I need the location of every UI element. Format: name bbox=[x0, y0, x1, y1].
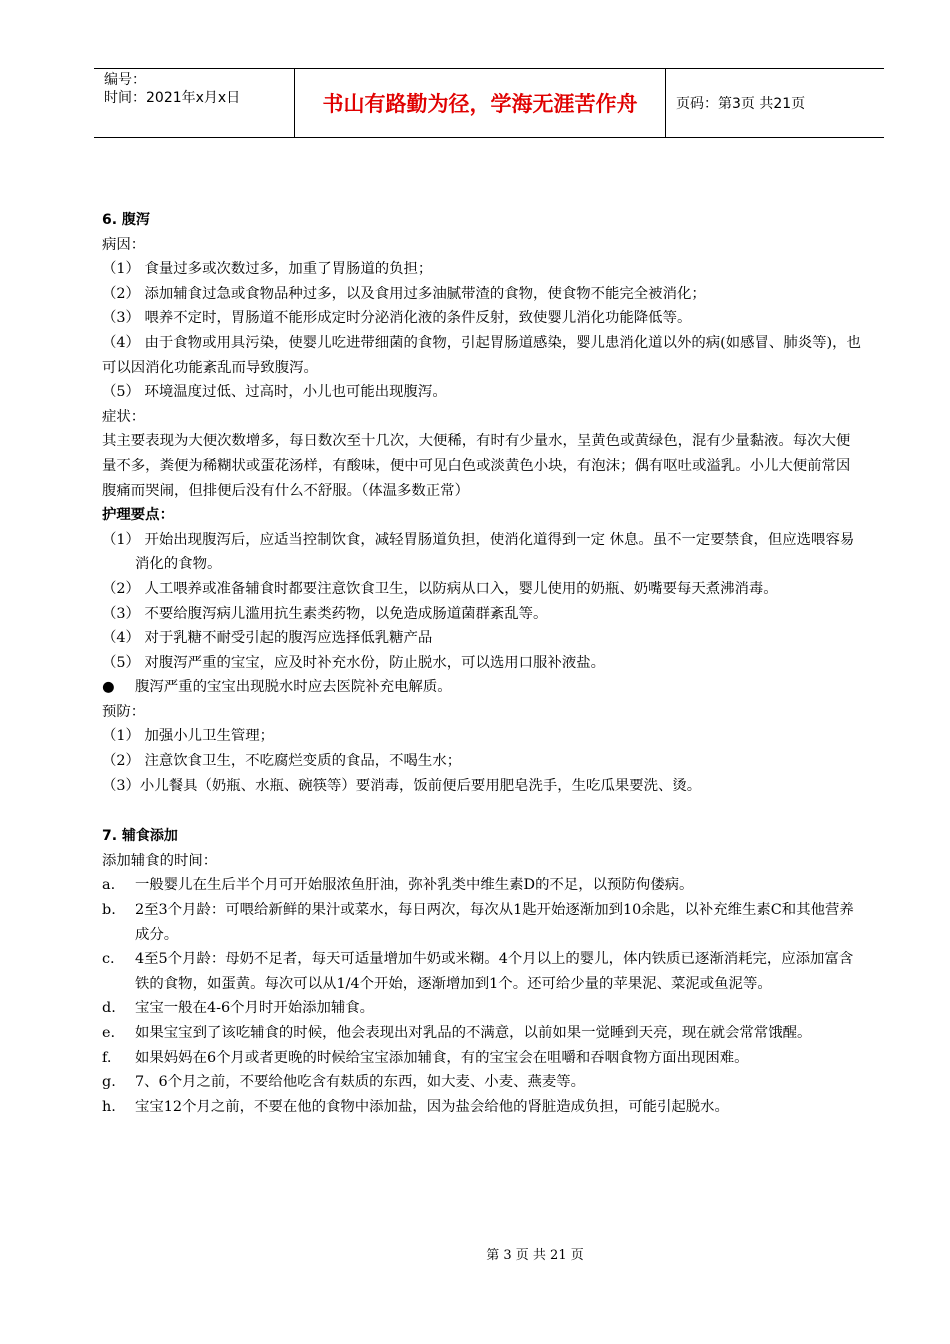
list-item bbox=[102, 873, 862, 898]
prevent-item: （2） 注意饮食卫生，不吃腐烂变质的食品，不喝生水； bbox=[102, 753, 462, 770]
list-item bbox=[102, 1095, 862, 1120]
serial-label: 编号： bbox=[104, 72, 146, 88]
section-title-diarrhea: 6. 腹泻 bbox=[102, 212, 150, 228]
list-item bbox=[102, 1070, 862, 1095]
prevent-item: （3）小儿餐具（奶瓶、水瓶、碗筷等）要消毒，饭前便后要用肥皂洗手，生吃瓜果要洗、烫。 bbox=[102, 777, 702, 794]
care-item: （4） 对于乳糖不耐受引起的腹泻应选择低乳糖产品 bbox=[102, 630, 433, 647]
symptom-text: 其主要表现为大便次数增多，每日数次至十几次，大便稀，有时有少量水，呈黄色或黄绿色，混有少量黏液。每次大便量不多，粪便为稀糊状或蛋花汤样，有酸味，便中可见白色或淡黄色小块，有泡沫；偶有呕吐或溢乳。小儿大便前常因腹痛而哭闹，但排便后没有什么不舒服。（体温多数正常） bbox=[102, 433, 851, 499]
care-item: （3） 不要给腹泻病儿滥用抗生素类药物，以免造成肠道菌群紊乱等。 bbox=[102, 605, 548, 622]
bullet-text: 腹泻严重的宝宝出现脱水时应去医院补充电解质。 bbox=[135, 679, 452, 696]
list-item-label: e. bbox=[102, 1025, 116, 1041]
list-item-label: a. bbox=[102, 877, 116, 894]
list-item bbox=[102, 1021, 862, 1046]
cause-item: （5） 环境温度过低、过高时，小儿也可能出现腹泻。 bbox=[102, 384, 447, 401]
list-item-text: 宝宝一般在4-6个月时开始添加辅食。 bbox=[135, 1000, 375, 1017]
page-header bbox=[94, 68, 884, 138]
list-item bbox=[102, 947, 862, 996]
care-item: （1） 开始出现腹泻后，应适当控制饮食，减轻胃肠道负担，使消化道得到一定 休息。虽不一定要禁食，但应选喂容易消化的食物。 bbox=[102, 531, 855, 573]
bullet-dot-icon: ● bbox=[102, 679, 115, 696]
section-gap bbox=[102, 798, 862, 824]
page-footer: 第 3 页 共 21 页 bbox=[486, 1248, 584, 1263]
list-item-text: 如果妈妈在6个月或者更晚的时候给宝宝添加辅食，有的宝宝会在咀嚼和吞咽食物方面出现困难。 bbox=[135, 1049, 749, 1066]
prevent-item: （1） 加强小儿卫生管理； bbox=[102, 728, 275, 745]
cause-item: （4） 由于食物或用具污染，使婴儿吃进带细菌的食物，引起胃肠道感染，婴儿患消化道以外的病(如感冒、肺炎等)，也可以因消化功能紊乱而导致腹泻。 bbox=[102, 334, 861, 376]
care-item: （5） 对腹泻严重的宝宝，应及时补充水份，防止脱水，可以选用口服补液盐。 bbox=[102, 654, 606, 671]
care-label: 护理要点： bbox=[102, 506, 174, 524]
list-item bbox=[102, 898, 862, 947]
list-item-text: 宝宝12个月之前，不要在他的食物中添加盐，因为盐会给他的肾脏造成负担，可能引起脱水。 bbox=[135, 1098, 729, 1115]
solid-food-time-label: 添加辅食的时间： bbox=[102, 852, 218, 869]
section-title-solid-food: 7. 辅食添加 bbox=[102, 828, 178, 845]
header-meta bbox=[94, 69, 294, 137]
list-item-label: b. bbox=[102, 902, 116, 919]
list-item-label: g. bbox=[102, 1074, 116, 1091]
symptom-label: 症状： bbox=[102, 408, 146, 425]
list-item bbox=[102, 996, 862, 1021]
list-item-text: 4至5个月龄：母奶不足者，每天可适量增加牛奶或米糊。4个月以上的婴儿，体内铁质已逐渐消耗完，应添加富含铁的食物，如蛋黄。每次可以从1/4个开始，逐渐增加到1个。还可给少量的苹果泥、菜泥或鱼泥等。 bbox=[135, 951, 854, 992]
header-motto: 书山有路勤为径，学海无涯苦作舟 bbox=[294, 69, 666, 137]
cause-item: （1） 食量过多或次数过多，加重了胃肠道的负担； bbox=[102, 261, 433, 278]
list-item-label: h. bbox=[102, 1098, 116, 1115]
document-body bbox=[102, 208, 862, 1119]
list-item-text: 一般婴儿在生后半个月可开始服浓鱼肝油，弥补乳类中维生素D的不足，以预防佝偻病。 bbox=[135, 877, 694, 894]
time-label: 时间：2021年x月x日 bbox=[104, 90, 241, 106]
bullet-item bbox=[102, 675, 862, 700]
list-item-label: c. bbox=[102, 951, 115, 968]
care-item: （2） 人工喂养或准备辅食时都要注意饮食卫生，以防病从口入，婴儿使用的奶瓶、奶嘴要每天煮沸消毒。 bbox=[102, 580, 778, 597]
list-item bbox=[102, 1046, 862, 1071]
list-item-text: 2至3个月龄：可喂给新鲜的果汁或菜水，每日两次，每次从1匙开始逐渐加到10余匙，以补充维生素C和其他营养成分。 bbox=[135, 902, 854, 943]
prevent-label: 预防： bbox=[102, 703, 146, 720]
list-item-label: f. bbox=[102, 1049, 112, 1066]
header-page-label: 页码：第3页 共21页 bbox=[676, 96, 806, 112]
list-item-label: d. bbox=[102, 1000, 116, 1017]
cause-item: （2） 添加辅食过急或食物品种过多，以及食用过多油腻带渣的食物，使食物不能完全被消化； bbox=[102, 285, 706, 302]
cause-label: 病因： bbox=[102, 236, 146, 253]
list-item-text: 7、6个月之前，不要给他吃含有麸质的东西，如大麦、小麦、燕麦等。 bbox=[135, 1074, 586, 1091]
list-item-text: 如果宝宝到了该吃辅食的时候，他会表现出对乳品的不满意，以前如果一觉睡到天亮，现在就会常常饿醒。 bbox=[135, 1025, 812, 1041]
cause-item: （3） 喂养不定时，胃肠道不能形成定时分泌消化液的条件反射，致使婴儿消化功能降低等。 bbox=[102, 310, 692, 327]
